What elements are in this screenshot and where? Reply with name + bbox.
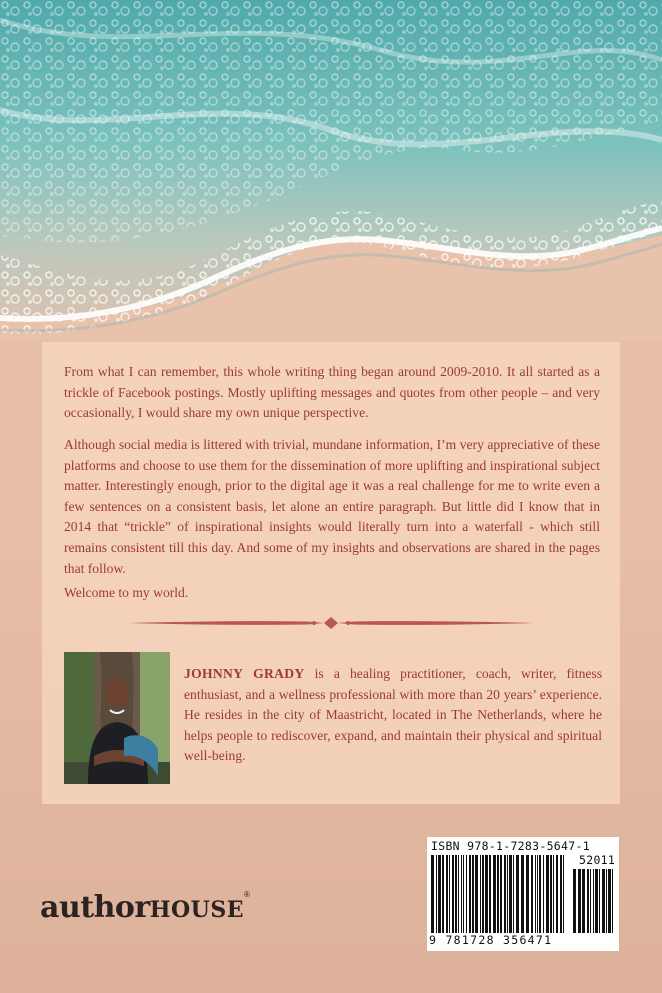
barcode-bar bbox=[539, 855, 541, 933]
barcode-bar bbox=[526, 855, 529, 933]
barcode-bars-addon bbox=[573, 869, 615, 933]
barcode-bar bbox=[485, 855, 488, 933]
barcode-bar bbox=[550, 855, 552, 933]
barcode-bar bbox=[489, 855, 491, 933]
barcode-bar bbox=[480, 855, 481, 933]
barcode-bar bbox=[475, 855, 478, 933]
isbn-label: ISBN 978-1-7283-5647-1 bbox=[431, 839, 590, 853]
author-bio-text: is a healing practitioner, coach, writer, fitness enthusiast, and a wellness professional with more than 20 years’ experience. He resides in the city of Maastricht, located in The Netherlands, where he helps people to rediscover, expand, and maintain their physical and spiritual well-being. bbox=[184, 666, 602, 764]
barcode-bar bbox=[578, 869, 581, 933]
publisher-logo bbox=[40, 890, 250, 925]
barcode-bar bbox=[497, 855, 499, 933]
barcode-bar bbox=[458, 855, 459, 933]
barcode-bar bbox=[563, 855, 564, 933]
barcode-bar bbox=[431, 855, 434, 933]
barcode-bar bbox=[507, 855, 508, 933]
text-panel bbox=[42, 342, 620, 804]
intro-paragraph: From what I can remember, this whole writing thing began around 2009-2010. It all started as a trickle of Facebook postings. Mostly uplifting messages and quotes from other people – and very occasionally, I would share my own unique perspective. bbox=[64, 364, 600, 421]
publisher-name-part2: HOUSE bbox=[149, 897, 245, 923]
price-code: 52011 bbox=[579, 853, 616, 867]
author-bio bbox=[184, 664, 602, 767]
barcode-bar bbox=[438, 855, 441, 933]
barcode-bar bbox=[608, 869, 611, 933]
barcode-bar bbox=[582, 869, 585, 933]
barcode-bar bbox=[455, 855, 457, 933]
barcode-bar bbox=[560, 855, 562, 933]
barcode-bar bbox=[556, 855, 558, 933]
barcode-bar bbox=[482, 855, 484, 933]
barcode-bar bbox=[466, 855, 467, 933]
barcode-bar bbox=[587, 869, 589, 933]
barcode-bar bbox=[535, 855, 536, 933]
barcode-bar bbox=[573, 869, 576, 933]
barcode-bar bbox=[463, 855, 464, 933]
barcode-bar bbox=[602, 869, 605, 933]
barcode-bar bbox=[521, 855, 524, 933]
barcode-bar bbox=[516, 855, 519, 933]
barcode-bar bbox=[546, 855, 549, 933]
barcode-bar bbox=[504, 855, 506, 933]
barcode-bar bbox=[606, 869, 607, 933]
ornamental-divider-icon bbox=[128, 616, 534, 630]
ocean-wave-image bbox=[0, 0, 662, 340]
barcode-bar bbox=[493, 855, 496, 933]
publisher-name-part1: author bbox=[40, 890, 150, 925]
barcode-bar bbox=[553, 855, 554, 933]
barcode-bars-main bbox=[431, 855, 565, 933]
barcode-bar bbox=[599, 869, 600, 933]
ean-digits: 9 781728 356471 bbox=[429, 933, 553, 947]
barcode-bar bbox=[449, 855, 450, 933]
author-photo-image bbox=[64, 652, 170, 784]
barcode-bar bbox=[442, 855, 444, 933]
welcome-line: Welcome to my world. bbox=[64, 585, 189, 600]
barcode-bar bbox=[461, 855, 462, 933]
barcode-bar bbox=[537, 855, 538, 933]
barcode-bar bbox=[500, 855, 502, 933]
barcode-bar bbox=[595, 869, 598, 933]
barcode-bar bbox=[446, 855, 448, 933]
author-name: JOHNNY GRADY bbox=[184, 666, 305, 681]
barcode-bar bbox=[472, 855, 474, 933]
barcode-bar bbox=[452, 855, 454, 933]
barcode-bar bbox=[531, 855, 533, 933]
barcode-bar bbox=[436, 855, 437, 933]
isbn-barcode bbox=[427, 837, 619, 951]
registered-mark: ® bbox=[244, 890, 250, 899]
barcode-bar bbox=[590, 869, 591, 933]
barcode-bar bbox=[543, 855, 544, 933]
barcode-bar bbox=[593, 869, 594, 933]
barcode-bar bbox=[612, 869, 613, 933]
barcode-bar bbox=[513, 855, 514, 933]
barcode-bar bbox=[509, 855, 512, 933]
barcode-bar bbox=[469, 855, 471, 933]
body-paragraph: Although social media is littered with trivial, mundane information, I’m very appreciative of these platforms and choose to use them for the dissemination of more uplifting and inspirational subject matter. Interestingly enough, prior to the digital age it was a real challenge for me to write even a few sentences on a consistent basis, let alone an entire paragraph. But little did I know that in 2014 that “trickle” of inspirational insights would literally turn into a waterfall - which still remains consistent till this day. And some of my insights and observations are shared in the pages that follow. bbox=[64, 437, 600, 576]
